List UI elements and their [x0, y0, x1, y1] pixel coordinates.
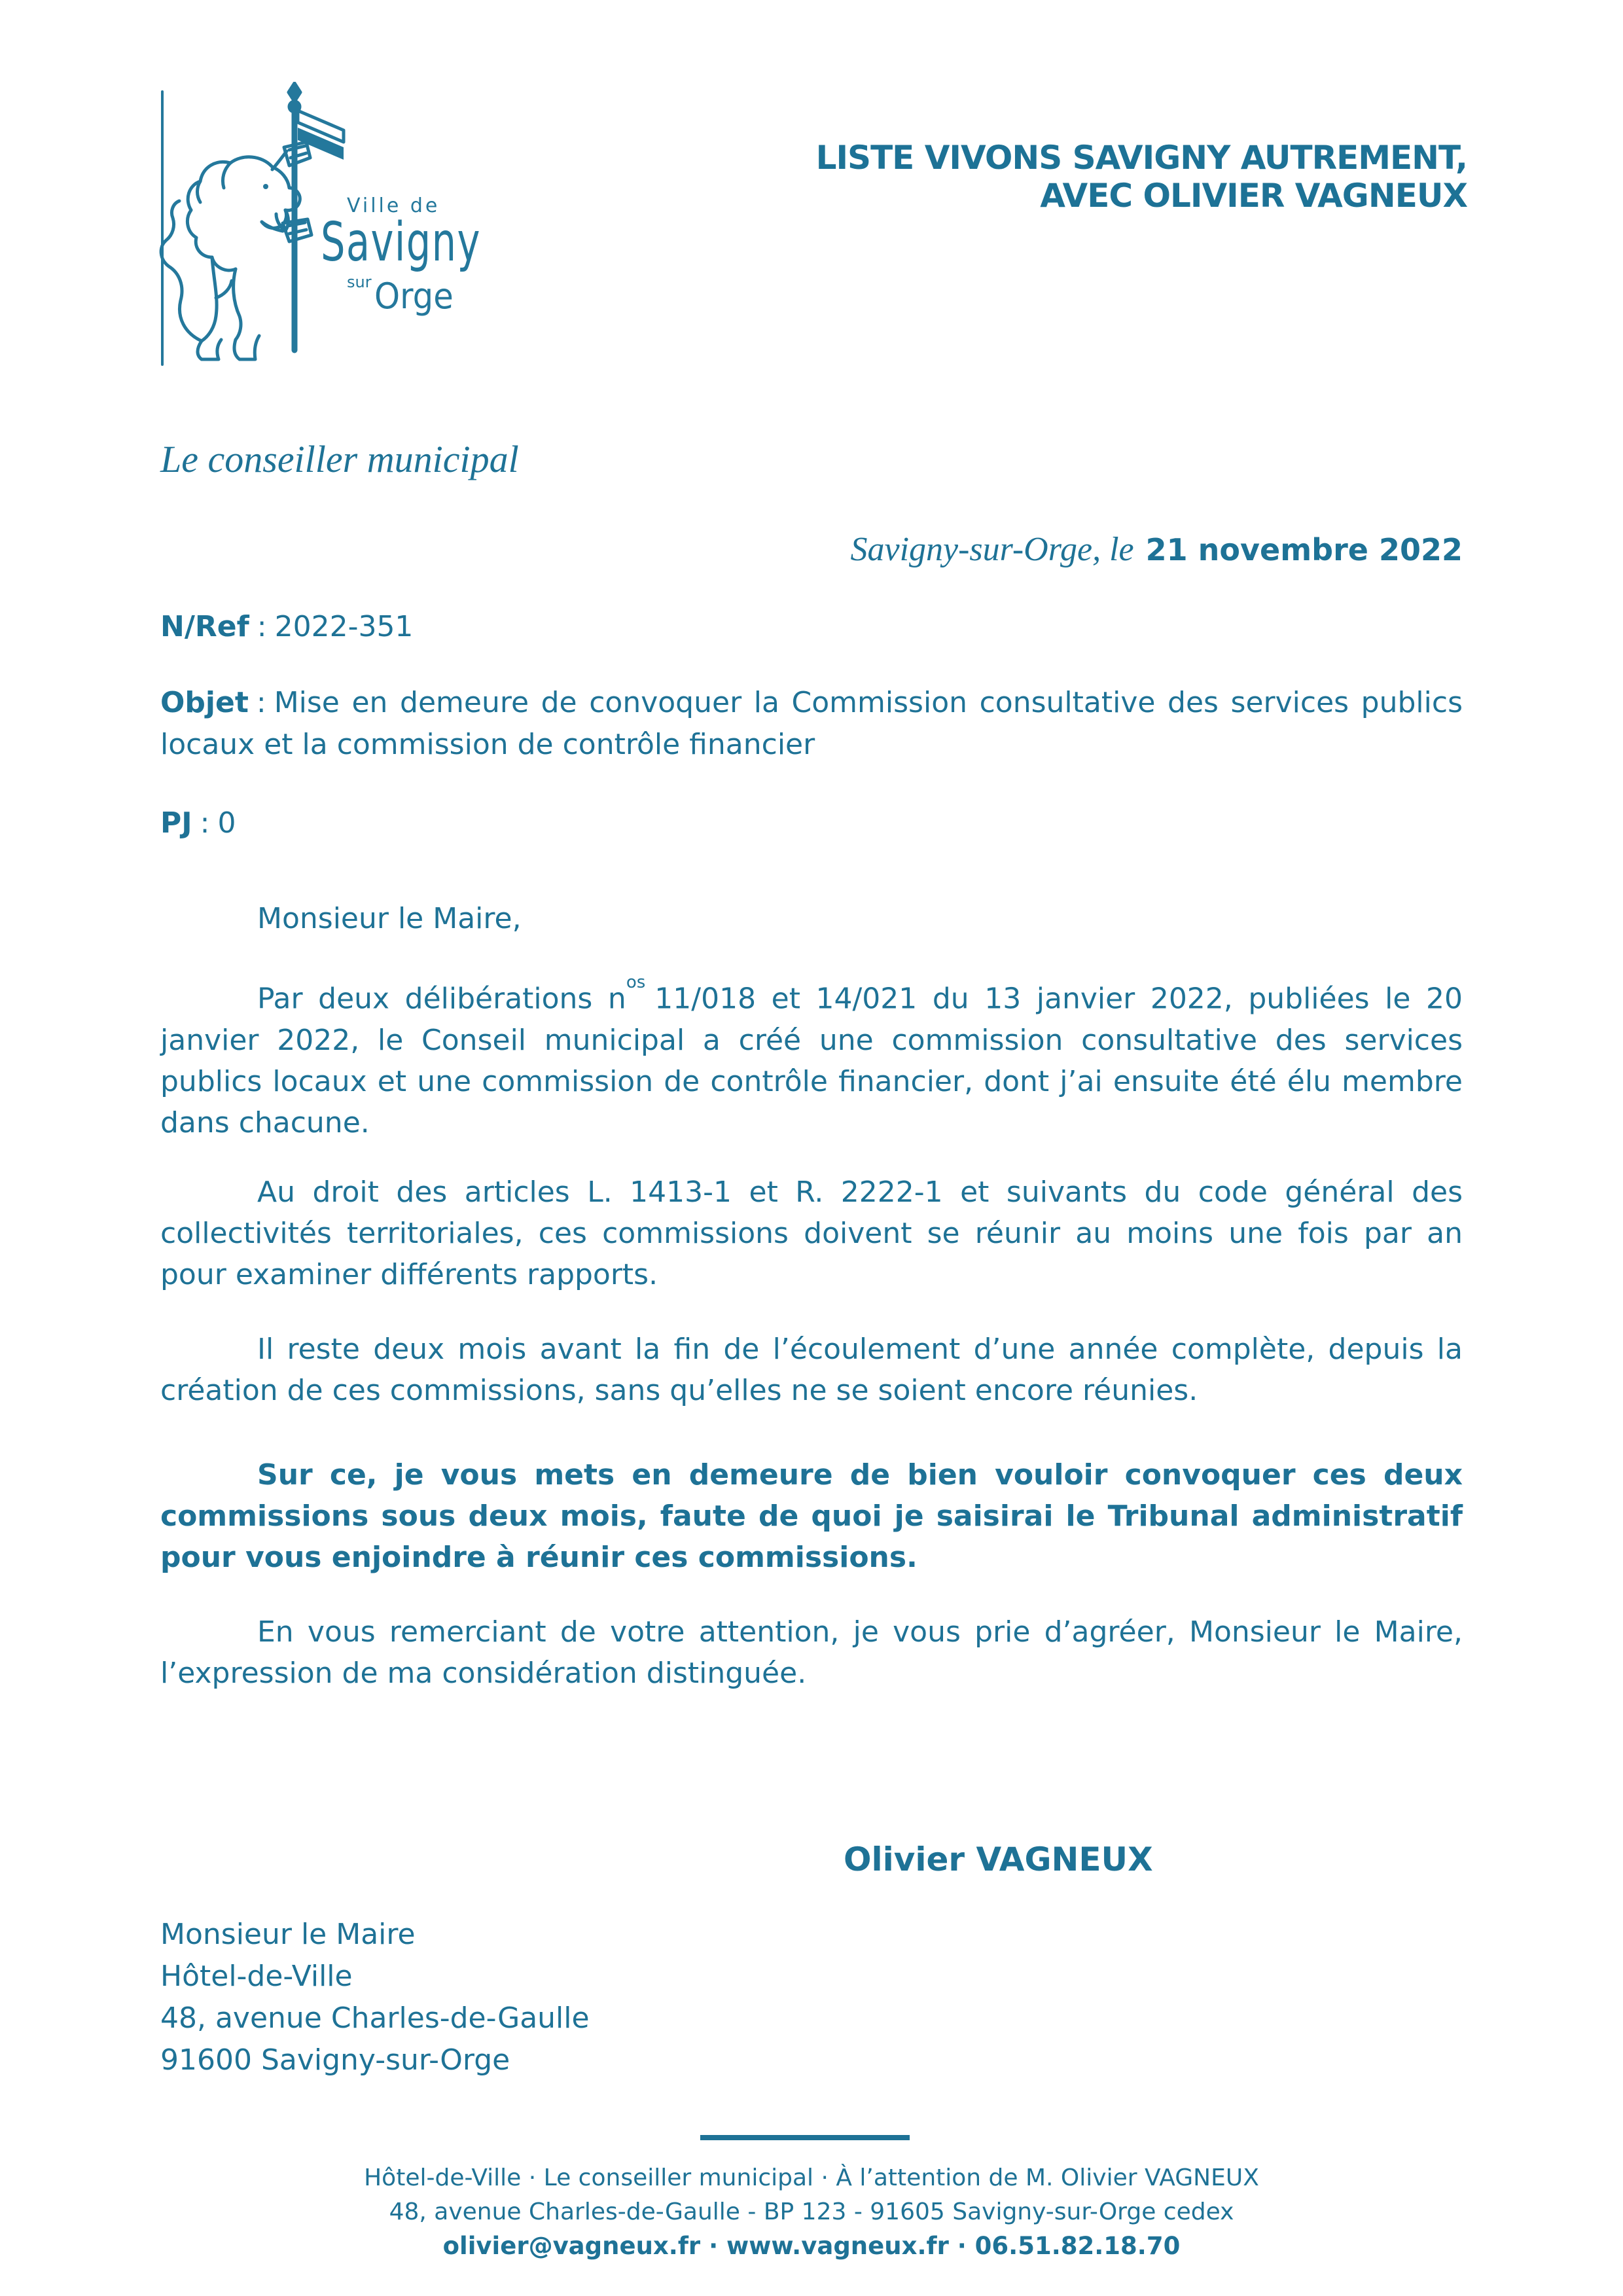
attachments-label: PJ: [160, 806, 192, 840]
reference-label: N/Ref: [160, 610, 249, 643]
footer-address-line2: 48, avenue Charles-de-Gaulle - BP 123 - 91605 Savigny-sur-Orge cedex: [389, 2198, 1234, 2225]
dateline: [160, 530, 1463, 569]
logo-orge: Orge: [374, 276, 454, 317]
reference-value: 2022-351: [274, 610, 414, 643]
paragraph-2: Au droit des articles L. 1413-1 et R. 2222-1 et suivants du code général des collectivités territoriales, ces commissions doivent se réunir au moins une fois par an pour examiner différents rapports.: [160, 1175, 1463, 1291]
footer: [160, 2161, 1463, 2263]
paragraph-5-closing: En vous remerciant de votre attention, je vous prie d’agréer, Monsieur le Maire, l’expression de ma considération distinguée.: [160, 1615, 1463, 1690]
dateline-date: 21 novembre 2022: [1145, 532, 1463, 567]
list-header-line2: AVEC OLIVIER VAGNEUX: [1040, 177, 1467, 215]
signature-name: Olivier VAGNEUX: [844, 1840, 1153, 1878]
recipient-address: [160, 1914, 1463, 2081]
subject-value: Mise en demeure de convoquer la Commission consultative des services publics locaux et la commission de contrôle financier: [160, 686, 1463, 761]
dateline-place: Savigny-sur-Orge, le: [850, 531, 1134, 568]
list-header-line1: LISTE VIVONS SAVIGNY AUTREMENT,: [815, 139, 1467, 177]
reference-line: [160, 606, 1463, 648]
paragraph-1: [160, 973, 1463, 1143]
paragraph-1-text-continued: 11/018 et 14/021 du 13 janvier 2022, publiées le 20 janvier 2022, le Conseil municipal a créé une commission consultative des services publics locaux et une commission de contrôle financier, dont j’ai ensuite été élu membre dans chacune.: [160, 982, 1463, 1139]
subject-separator: :: [256, 686, 266, 719]
flag-finial: [289, 83, 300, 101]
paragraph-4-demand: Sur ce, je vous mets en demeure de bien vouloir convoquer ces deux commissions sous deux mois, faute de quoi je saisirai le Tribunal administratif pour vous enjoindre à réunir ces commissions.: [160, 1458, 1463, 1574]
subject-line: [160, 682, 1463, 766]
paragraph-3: Il reste deux mois avant la fin de l’écoulement d’une année complète, depuis la création de ces commissions, sans qu’elles ne se soient encore réunies.: [160, 1333, 1463, 1407]
paragraph-1-superscript: os: [626, 973, 646, 992]
salutation: Monsieur le Maire,: [257, 902, 522, 935]
logo-sur: sur: [347, 273, 372, 291]
sender-title: Le conseiller municipal: [160, 438, 519, 480]
city-logo: [151, 82, 491, 373]
attachments-value: 0: [217, 806, 236, 840]
logo-ville-de: Ville de: [347, 194, 440, 217]
footer-address-line1: Hôtel-de-Ville · Le conseiller municipal · À l’attention de M. Olivier VAGNEUX: [364, 2164, 1259, 2191]
subject-label: Objet: [160, 686, 249, 719]
reference-separator: :: [257, 610, 267, 643]
recipient-line: 48, avenue Charles-de-Gaulle: [160, 2001, 590, 2035]
list-header: [816, 139, 1467, 215]
footer-divider: [700, 2135, 910, 2140]
lion-body: [161, 142, 312, 359]
recipient-line: Hôtel-de-Ville: [160, 1960, 353, 1993]
attachments-separator: :: [200, 806, 210, 840]
recipient-line: Monsieur le Maire: [160, 1918, 416, 1951]
paragraph-1-text: Par deux délibérations n: [257, 982, 626, 1016]
recipient-line: 91600 Savigny-sur-Orge: [160, 2043, 510, 2077]
footer-contact-line: olivier@vagneux.fr · www.vagneux.fr · 06.51.82.18.70: [442, 2232, 1181, 2260]
attachments-line: [160, 802, 1463, 844]
logo-savigny: Savigny: [321, 211, 481, 274]
